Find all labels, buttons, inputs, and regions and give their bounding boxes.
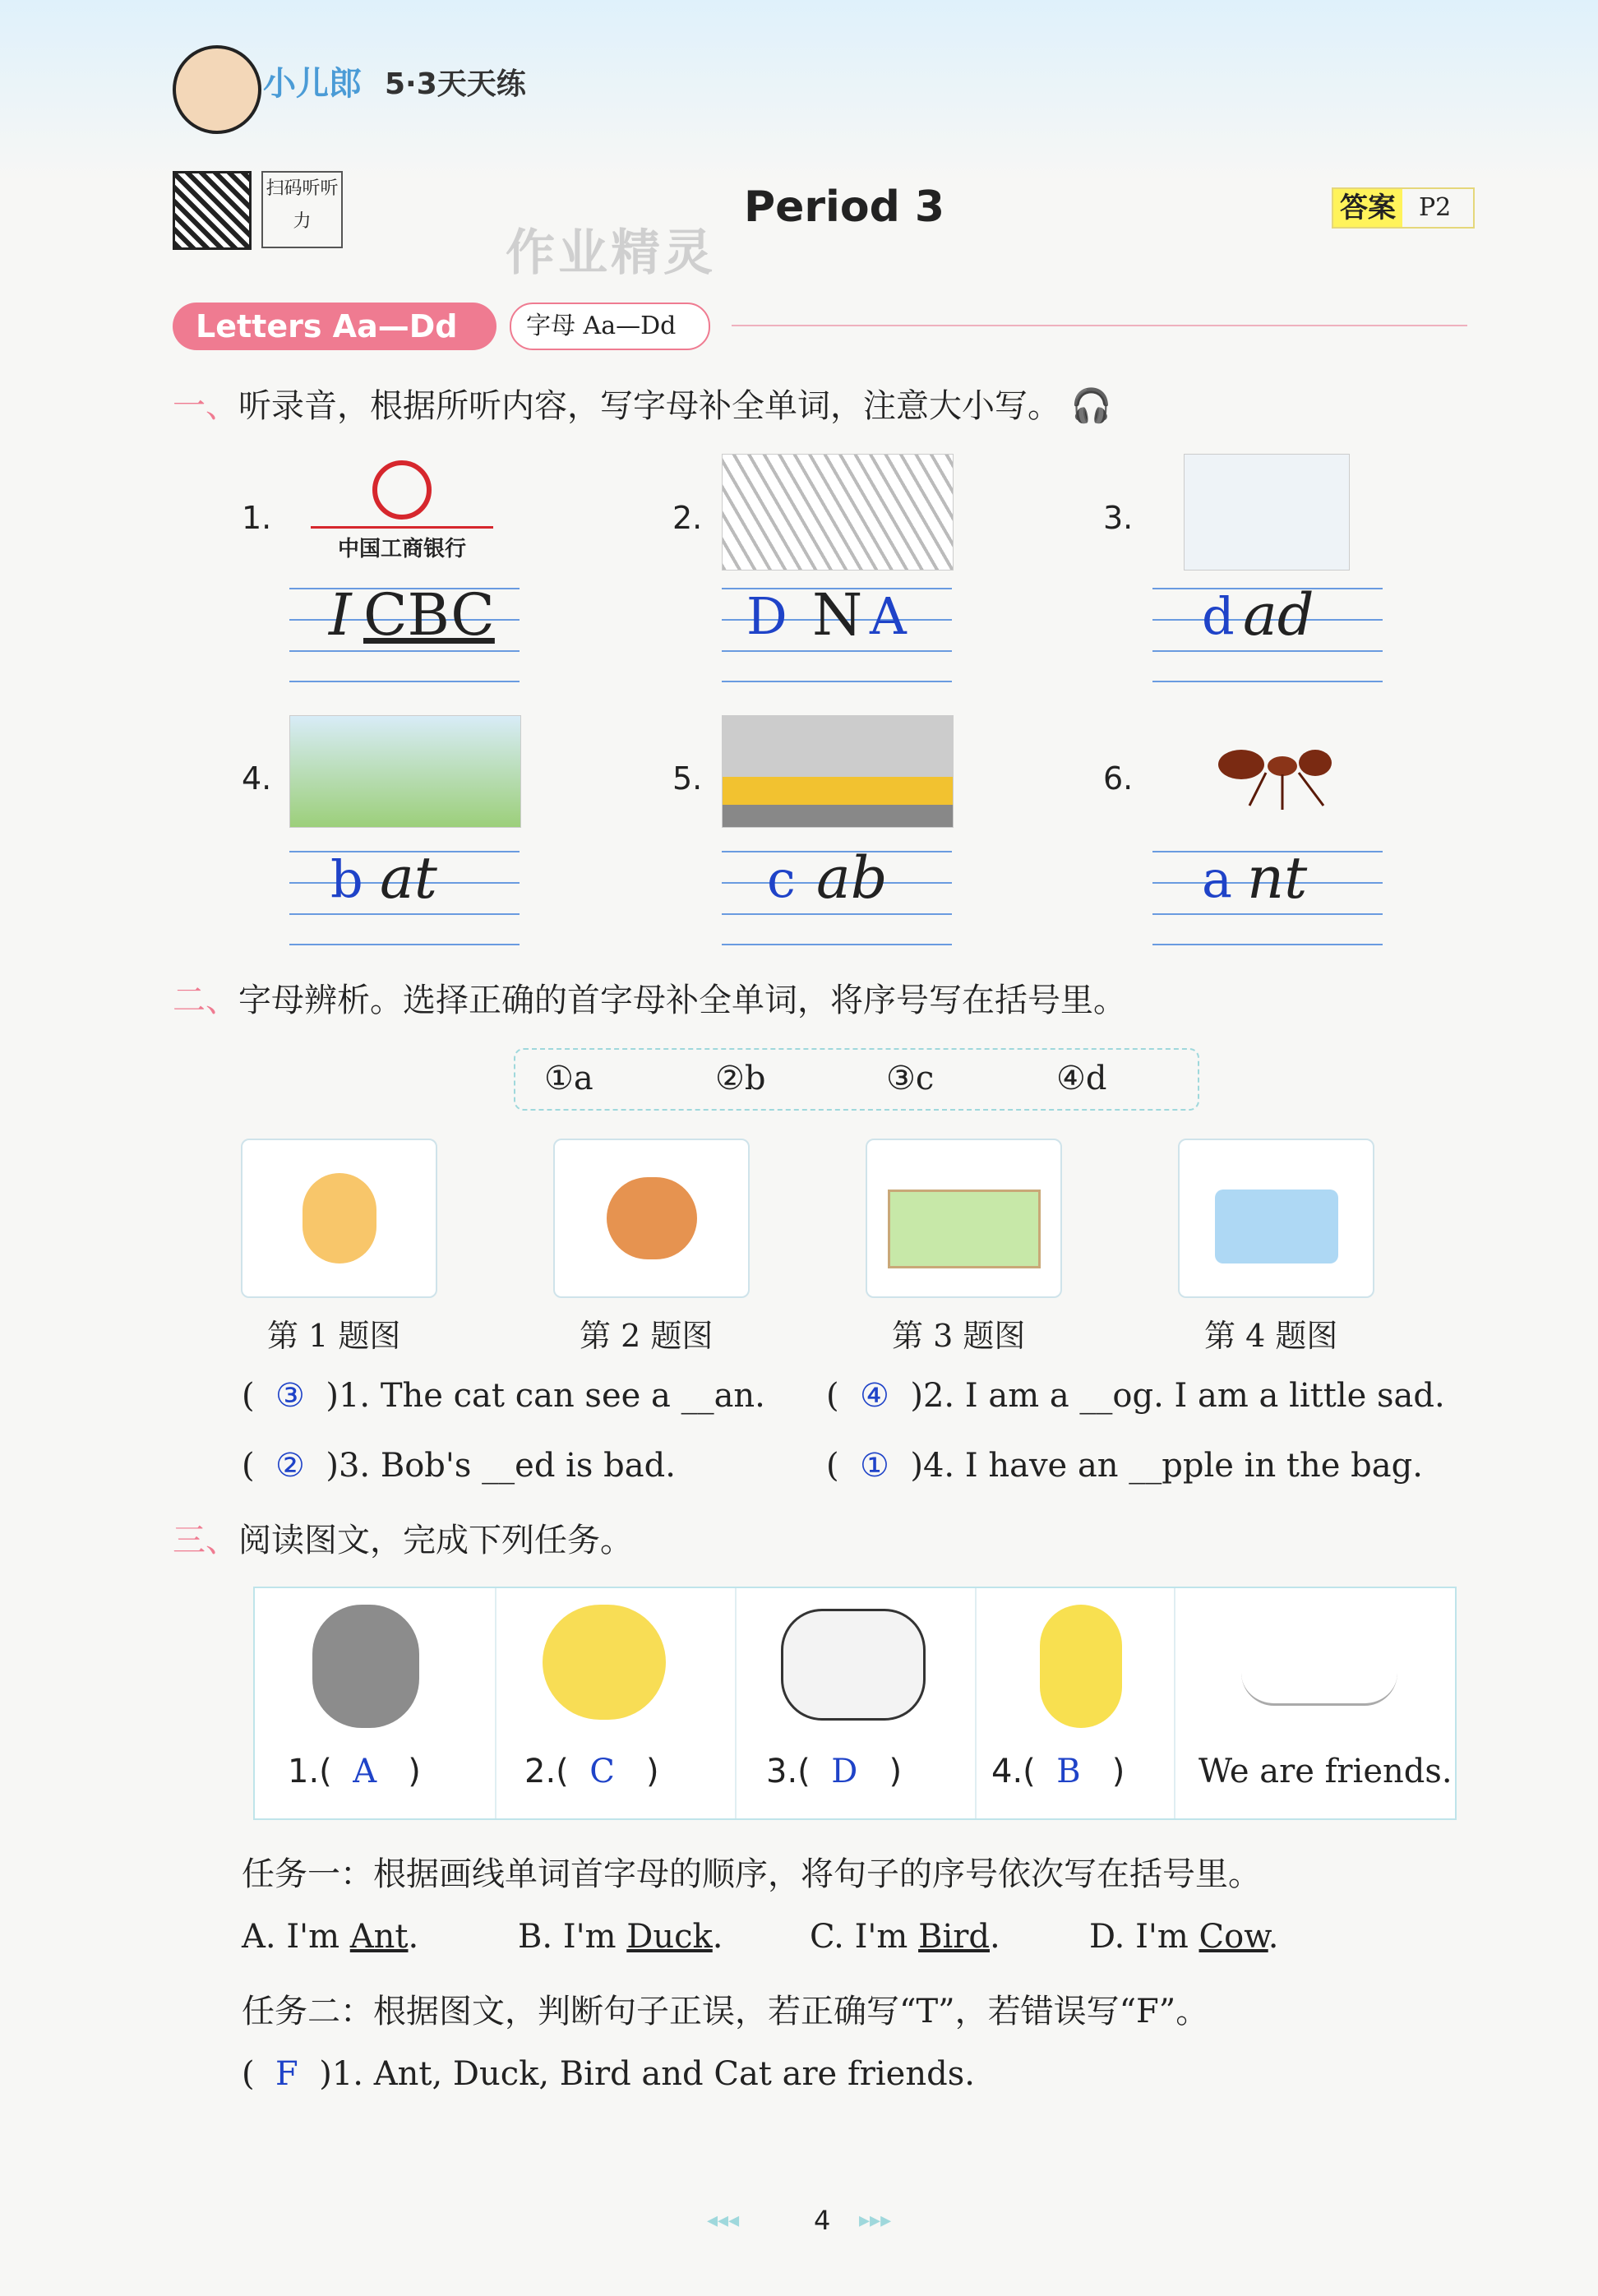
answer-mark: F	[275, 2055, 298, 2093]
question-text: )2. I am a __og. I am a little sad.	[910, 1377, 1445, 1415]
section2-heading	[173, 974, 1126, 1021]
sentence	[1089, 1918, 1278, 1956]
section-index: 一、	[173, 387, 238, 425]
unit-subtitle: 字母 Aa—Dd	[510, 303, 710, 350]
picture-caption: 第 4 题图	[1204, 1318, 1338, 1354]
answer-label: 答案	[1333, 189, 1402, 227]
given-letters: ab	[816, 844, 888, 912]
icbc-logo	[311, 460, 493, 561]
qr-code[interactable]	[173, 171, 252, 250]
answer-letter: c	[767, 849, 796, 909]
sentence-end: .	[989, 1918, 1000, 1956]
bird-cartoon	[543, 1605, 666, 1720]
sentence-end: .	[712, 1918, 723, 1956]
sentence-end: .	[1268, 1918, 1279, 1956]
page-nav-left: ◂◂◂	[707, 2208, 740, 2233]
picture-table	[253, 1587, 1457, 1820]
answer-letter: a	[1202, 849, 1232, 909]
answer-letter: C	[589, 1753, 615, 1790]
cell-close: )	[1111, 1753, 1125, 1790]
item-number: 3.	[1103, 500, 1134, 536]
answer-letter: A	[870, 586, 907, 646]
writing-lines	[722, 581, 952, 682]
option: ④d	[1056, 1060, 1107, 1097]
answer-badge	[1332, 187, 1475, 229]
section-instruction: 听录音，根据所听内容，写字母补全单词，注意大小写。	[238, 387, 1060, 425]
underlined-word: Ant	[349, 1918, 409, 1956]
cell-close: )	[889, 1753, 903, 1790]
given-letters: at	[380, 844, 437, 912]
duck-cartoon	[1040, 1605, 1122, 1728]
friends-caption: We are friends.	[1198, 1753, 1453, 1790]
answer-letter: D	[831, 1753, 858, 1790]
true-false-question: ( F )1. Ant, Duck, Bird and Cat are friends.	[242, 2055, 975, 2093]
sentence	[242, 1918, 418, 1956]
answer-cell	[766, 1753, 902, 1790]
item-number: 6.	[1103, 760, 1134, 797]
letter-options	[514, 1048, 1199, 1111]
ant-cartoon	[312, 1605, 419, 1728]
option: ③c	[886, 1060, 935, 1097]
bag-picture	[1178, 1139, 1374, 1298]
bat-image	[289, 715, 521, 828]
writing-lines	[722, 844, 952, 945]
given-letters: CBC	[363, 581, 495, 649]
item-number: 4.	[242, 760, 272, 797]
sentence	[518, 1918, 723, 1956]
cell-close: )	[408, 1753, 421, 1790]
section-index: 二、	[173, 982, 238, 1019]
answer-letter: I	[329, 581, 352, 649]
answer-mark: ③	[275, 1377, 305, 1415]
picture-caption: 第 3 题图	[892, 1318, 1026, 1354]
question-text: )1. The cat can see a __an.	[326, 1377, 765, 1415]
series-name: 5·3天天练	[385, 67, 526, 101]
writing-lines	[289, 581, 520, 682]
cell-number: 4.(	[991, 1753, 1036, 1790]
task2-instruction: 任务二：根据图文，判断句子正误，若正确写“T”，若错误写“F”。	[242, 1993, 1209, 2030]
bed-picture	[866, 1139, 1062, 1298]
cow-cartoon	[781, 1609, 926, 1721]
writing-lines	[1152, 581, 1383, 682]
item-number: 2.	[672, 500, 703, 536]
question-line: ( ③ )1. The cat can see a __an.	[242, 1377, 765, 1415]
sentence-prefix: D. I'm	[1089, 1918, 1199, 1956]
answer-mark: ②	[275, 1447, 305, 1485]
sentence-prefix: A. I'm	[242, 1918, 350, 1956]
section-instruction: 阅读图文，完成下列任务。	[238, 1522, 633, 1559]
underlined-word: Duck	[626, 1918, 713, 1956]
question-line: ( ② )3. Bob's __ed is bad.	[242, 1447, 676, 1485]
section-instruction: 字母辨析。选择正确的首字母补全单词，将序号写在括号里。	[238, 982, 1126, 1019]
icbc-text: 中国工商银行	[311, 526, 493, 562]
writing-lines	[289, 844, 520, 945]
answer-letter: D	[746, 586, 787, 646]
question-text: )3. Bob's __ed is bad.	[326, 1447, 676, 1485]
task1-instruction: 任务一：根据画线单词首字母的顺序，将句子的序号依次写在括号里。	[242, 1855, 1261, 1893]
unit-pill: Letters Aa—Dd	[173, 303, 496, 350]
answer-mark: ④	[860, 1377, 889, 1415]
cat-picture	[241, 1139, 437, 1298]
option: ①a	[544, 1060, 593, 1097]
sentence-end: .	[408, 1918, 419, 1956]
underlined-word: Cow	[1198, 1918, 1268, 1956]
page-number: 4	[814, 2205, 831, 2236]
item-number: 5.	[672, 760, 703, 797]
answer-cell	[288, 1753, 421, 1790]
given-letter: N	[812, 581, 863, 649]
answer-letter: d	[1202, 586, 1235, 646]
page-title: Period 3	[744, 182, 945, 232]
sentence	[810, 1918, 1000, 1956]
sentence-prefix: B. I'm	[518, 1918, 627, 1956]
answer-cell	[991, 1753, 1125, 1790]
section-index: 三、	[173, 1522, 238, 1559]
answer-cell	[524, 1753, 659, 1790]
picture-caption: 第 1 题图	[267, 1318, 401, 1354]
cell-number: 3.(	[766, 1753, 811, 1790]
cell-number: 1.(	[288, 1753, 332, 1790]
scan-label: 扫码听听力	[261, 171, 343, 248]
underlined-word: Bird	[918, 1918, 990, 1956]
family-image	[1184, 454, 1350, 571]
divider	[732, 325, 1467, 326]
ant-image	[1192, 723, 1373, 814]
headphones-icon[interactable]: 🎧	[1070, 387, 1112, 425]
taxi-image	[722, 715, 954, 828]
answer-letter: A	[353, 1753, 377, 1790]
answer-page: P2	[1419, 193, 1452, 222]
section1-heading	[173, 380, 1112, 427]
question-line: ( ④ )2. I am a __og. I am a little sad.	[826, 1377, 1445, 1415]
option: ②b	[715, 1060, 766, 1097]
brand-logo: 小儿郎	[263, 65, 362, 103]
question-text: )1. Ant, Duck, Bird and Cat are friends.	[319, 2055, 975, 2093]
handshake-image	[1241, 1629, 1397, 1706]
answer-letter: b	[330, 849, 363, 909]
watermark: 作业精灵	[506, 224, 716, 282]
cell-number: 2.(	[524, 1753, 569, 1790]
question-line: ( ① )4. I have an __pple in the bag.	[826, 1447, 1423, 1485]
cell-close: )	[645, 1753, 659, 1790]
given-letters: nt	[1247, 844, 1308, 912]
page-nav-right: ▸▸▸	[859, 2208, 892, 2233]
question-text: )4. I have an __pple in the bag.	[910, 1447, 1423, 1485]
mascot-logo	[173, 45, 261, 134]
answer-mark: ①	[860, 1447, 889, 1485]
sentence-prefix: C. I'm	[810, 1918, 919, 1956]
answer-letter: B	[1056, 1753, 1081, 1790]
section3-heading	[173, 1514, 633, 1561]
given-letters: ad	[1243, 581, 1314, 649]
dog-picture	[553, 1139, 750, 1298]
picture-caption: 第 2 题图	[580, 1318, 714, 1354]
writing-lines	[1152, 844, 1383, 945]
dna-image	[722, 454, 954, 571]
item-number: 1.	[242, 500, 272, 536]
